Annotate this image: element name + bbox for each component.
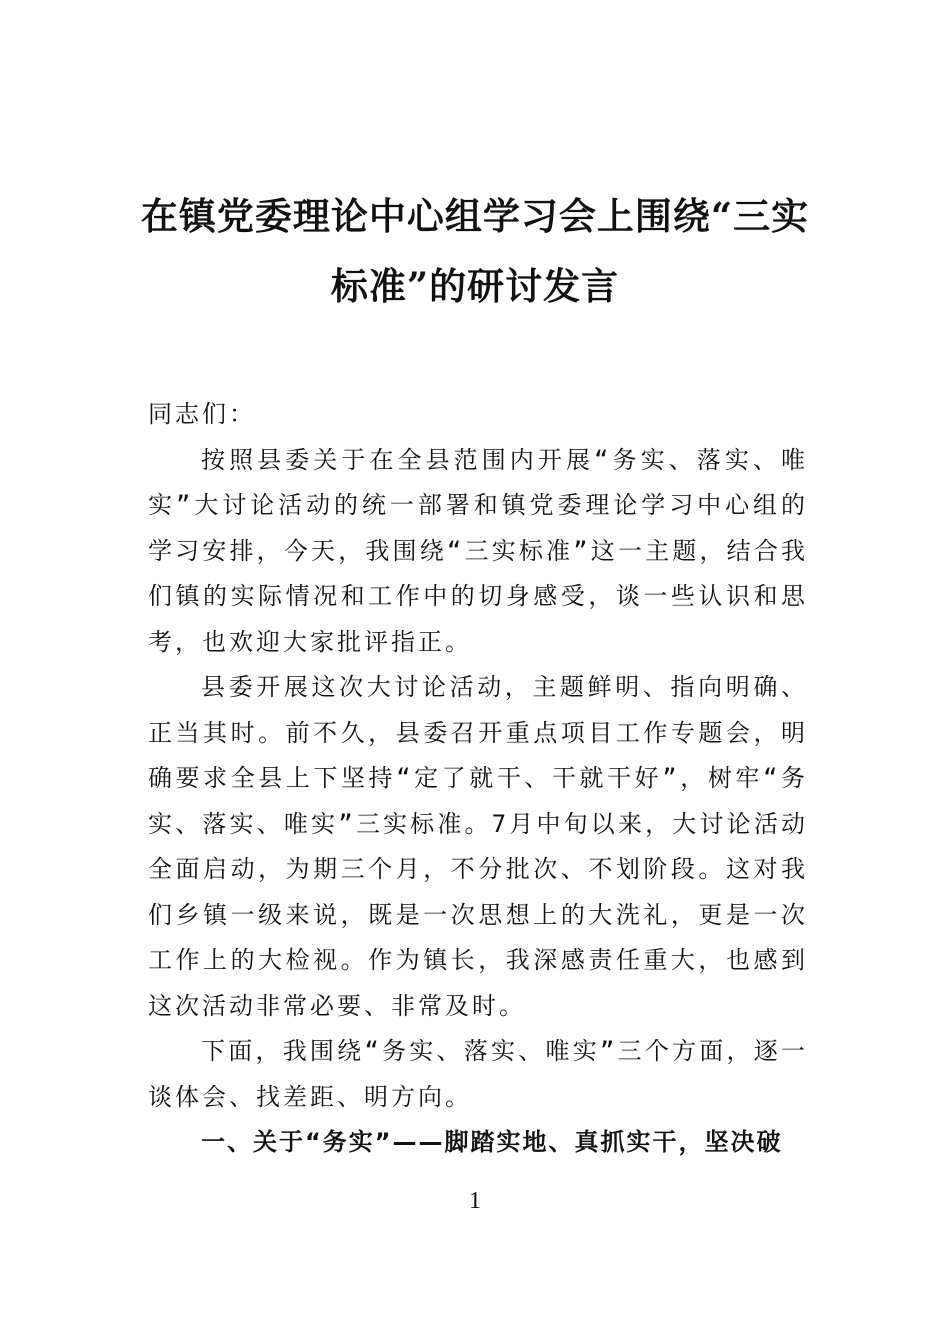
paragraph-outline: 下面，我围绕“务实、落实、唯实”三个方面，逐一谈体会、找差距、明方向。 (148, 1037, 808, 1111)
page-number: 1 (469, 1188, 481, 1214)
paragraph-intro: 按照县委关于在全县范围内开展“务实、落实、唯实”大讨论活动的统一部署和镇党委理论学习中心组的学习安排，今天，我围绕“三实标准”这一主题，结合我们镇的实际情况和工作中的切身感受，谈一些认识和思考，也欢迎大家批评指正。 (148, 445, 808, 656)
paragraph-background: 县委开展这次大讨论活动，主题鲜明、指向明确、正当其时。前不久，县委召开重点项目工作专题会，明确要求全县上下坚持“定了就干、干就干好”，树牢“务实、落实、唯实”三实标准。7月中旬以来，大讨论活动全面启动，为期三个月，不分批次、不划阶段。这对我们乡镇一级来说，既是一次思想上的大洗礼，更是一次工作上的大检视。作为镇长，我深感责任重大，也感到这次活动非常必要、非常及时。 (148, 673, 808, 1020)
document-title-line-2: 标准”的研讨发言 (330, 264, 620, 308)
document-body (148, 392, 808, 1166)
document-title-line-1: 在镇党委理论中心组学习会上围绕“三实 (140, 194, 810, 238)
section-heading: 一、关于“务实”——脚踏实地、真抓实干，坚决破 (201, 1128, 783, 1156)
salutation: 同志们： (148, 400, 256, 428)
